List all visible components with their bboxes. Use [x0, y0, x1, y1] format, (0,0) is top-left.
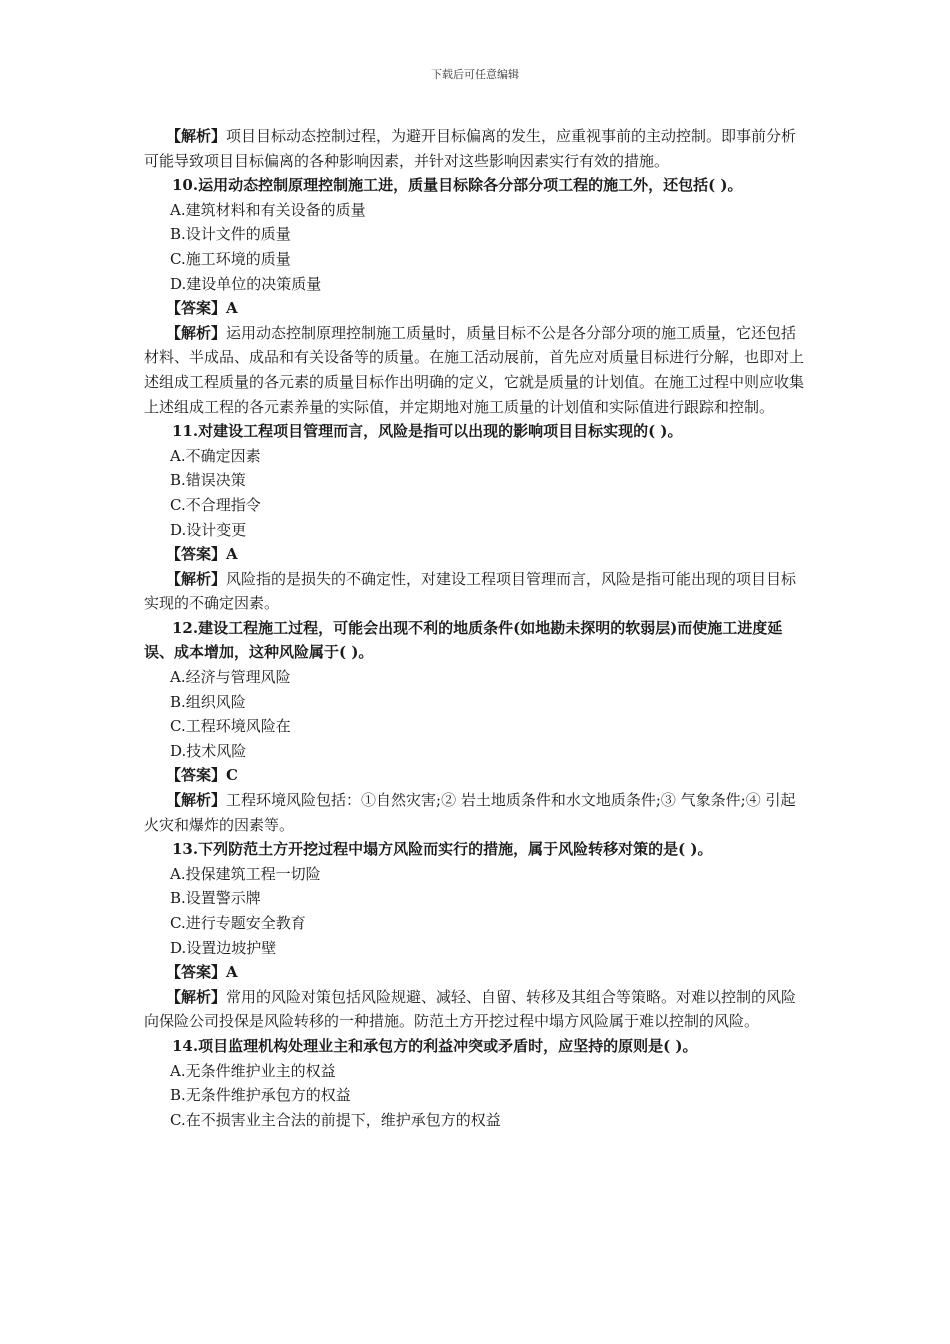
answer-label: 【答案】	[166, 766, 227, 785]
answer-option: A.不确定因素	[170, 446, 261, 465]
analysis-paragraph	[144, 124, 806, 173]
answer-option: D.建设单位的决策质量	[170, 274, 322, 293]
question: 13.下列防范土方开挖过程中塌方风险而实行的措施，属于风险转移对策的是( )。	[172, 840, 713, 859]
answer-value: C	[226, 766, 238, 785]
answer-label: 【答案】	[166, 545, 227, 564]
answer-option: D.设置边坡护壁	[170, 938, 277, 957]
answer-label: 【答案】	[166, 299, 227, 318]
analysis-label: 【解析】	[166, 569, 227, 588]
answer-option: A.投保建筑工程一切险	[170, 864, 321, 883]
analysis-paragraph	[144, 985, 806, 1034]
page-header: 下载后可任意编辑	[431, 68, 519, 81]
answer-option: B.设计文件的质量	[170, 225, 291, 244]
question: 12.建设工程施工过程，可能会出现不利的地质条件(如地勘未探明的软弱层)而使施工进度延误、成本增加，这种风险属于( )。	[144, 618, 783, 662]
answer-option: B.设置警示牌	[170, 889, 261, 908]
answer-label: 【答案】	[166, 963, 227, 982]
analysis-paragraph	[144, 567, 806, 616]
answer-option: A.经济与管理风险	[170, 668, 291, 687]
answer-option: C.在不损害业主合法的前提下，维护承包方的权益	[170, 1110, 501, 1129]
answer-line	[144, 542, 806, 567]
answer-option: C.施工环境的质量	[170, 249, 291, 268]
analysis-label: 【解析】	[166, 987, 227, 1006]
document-body	[144, 124, 806, 1132]
analysis-text: 项目目标动态控制过程，为避开目标偏离的发生，应重视事前的主动控制。即事前分析可能导致项目目标偏离的各种影响因素，并针对这些影响因素实行有效的措施。	[144, 127, 797, 170]
answer-option: D.技术风险	[170, 741, 247, 760]
answer-line	[144, 960, 806, 985]
answer-value: A	[226, 963, 238, 982]
answer-line	[144, 296, 806, 321]
analysis-label: 【解析】	[166, 791, 227, 810]
analysis-text: 风险指的是损失的不确定性，对建设工程项目管理而言，风险是指可能出现的项目目标实现的不确定因素。	[144, 569, 797, 613]
answer-option: C.不合理指令	[170, 495, 261, 514]
answer-value: A	[226, 299, 238, 318]
analysis-label: 【解析】	[166, 127, 227, 145]
answer-option: B.无条件维护承包方的权益	[170, 1086, 351, 1105]
answer-option: A.无条件维护业主的权益	[170, 1061, 336, 1080]
answer-option: C.工程环境风险在	[170, 717, 291, 736]
analysis-label: 【解析】	[166, 323, 227, 342]
answer-value: A	[226, 545, 238, 564]
answer-option: A.建筑材料和有关设备的质量	[170, 200, 366, 219]
answer-line	[144, 763, 806, 788]
question: 11.对建设工程项目管理而言，风险是指可以出现的影响项目目标实现的( )。	[172, 422, 683, 441]
analysis-paragraph	[144, 788, 806, 837]
answer-option: C.进行专题安全教育	[170, 914, 306, 932]
answer-option: B.组织风险	[170, 692, 246, 711]
question: 14.项目监理机构处理业主和承包方的利益冲突或矛盾时，应坚持的原则是( )。	[172, 1036, 698, 1055]
answer-option: B.错误决策	[170, 471, 246, 490]
answer-option: D.设计变更	[170, 520, 247, 539]
analysis-paragraph	[144, 321, 806, 419]
question: 10.运用动态控制原理控制施工进，质量目标除各分部分项工程的施工外，还包括( )。	[172, 176, 743, 195]
analysis-text: 运用动态控制原理控制施工质量时，质量目标不公是各分部分项的施工质量，它还包括材料、半成品、成品和有关设备等的质量。在施工活动展前，首先应对质量目标进行分解，也即对上述组成工程质量的各元素的质量目标作出明确的定义，它就是质量的计划值。在施工过程中则应收集上述组成工程的各元素养量的实际值，并定期地对施工质量的计划值和实际值进行跟踪和控制。	[144, 323, 805, 416]
analysis-text: 工程环境风险包括：①自然灾害;② 岩土地质条件和水文地质条件;③ 气象条件;④ 引起火灾和爆炸的因素等。	[144, 791, 796, 834]
analysis-text: 常用的风险对策包括风险规避、减轻、自留、转移及其组合等策略。对难以控制的风险向保险公司投保是风险转移的一种措施。防范土方开挖过程中塌方风险属于难以控制的风险。	[144, 987, 797, 1031]
